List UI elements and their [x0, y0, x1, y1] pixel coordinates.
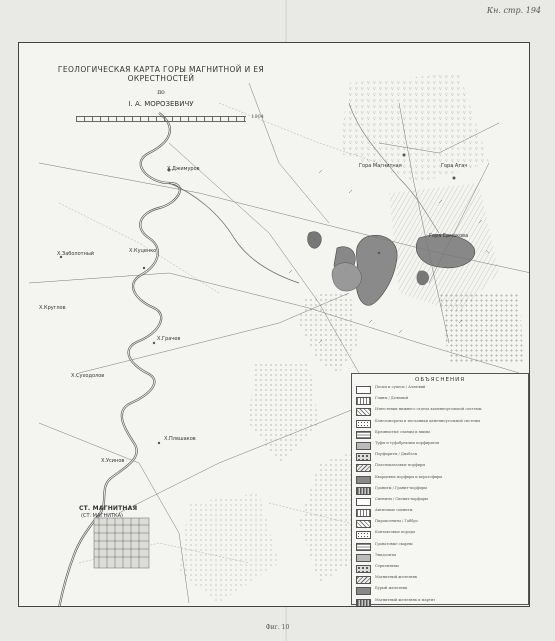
place-stanitsa-alt: (СТ. МАГНИТКА): [81, 513, 123, 519]
legend-item: [356, 452, 524, 463]
place-atach: Гора Атач: [441, 163, 468, 169]
legend-swatch: [356, 420, 371, 428]
legend-swatch: [356, 476, 371, 484]
legend-item: [356, 497, 524, 508]
legend-item: [356, 385, 524, 396]
legend-label: Кварцевые порфиры и кератофиры: [375, 474, 443, 479]
legend-item: [356, 542, 524, 553]
stipple-area-south: [179, 493, 279, 603]
legend-swatch: [356, 487, 371, 495]
stanitsa-grid: [94, 518, 149, 568]
page-reference: Кн. стр. 194: [486, 6, 541, 15]
legend-label: Пироксениты / Габбро: [375, 519, 418, 524]
legend-swatch: [356, 498, 371, 506]
map-legend: [351, 373, 529, 605]
legend-swatch: [356, 554, 371, 562]
legend-label: Магнитный железняк и мартит: [375, 597, 436, 602]
place-kutsenko: Х.Куценко: [129, 248, 157, 254]
place-sukhodolov: Х.Суходолов: [71, 373, 105, 379]
place-zabolotnyi: Х.Заболотный: [57, 251, 95, 257]
legend-item: [356, 396, 524, 407]
ore-body-magnitnaya: [356, 235, 397, 305]
legend-swatch: [356, 509, 371, 517]
legend-label: Граниты / Гранит-порфиры: [375, 485, 428, 490]
legend-label: Кремнистые сланцы и яшмы: [375, 429, 430, 434]
ore-body-small: [308, 232, 322, 249]
legend-label: Серпентины: [375, 564, 399, 568]
legend-swatch: [356, 599, 371, 607]
ore-body-central: [332, 263, 361, 291]
legend-item: [356, 564, 524, 575]
scale-label: 1904: [251, 114, 264, 120]
legend-item: [356, 463, 524, 474]
legend-label: Конгломераты и песчаники каменноугольной системы: [375, 418, 481, 423]
legend-item: [356, 407, 524, 418]
legend-item: [356, 441, 524, 452]
legend-label: Контактовые породы: [375, 530, 416, 535]
map-sheet: [18, 42, 530, 607]
place-pleshakov: Х.Плешаков: [164, 436, 196, 442]
legend-swatch: [356, 565, 371, 573]
legend-title: ОБЪЯСНЕНИЯ: [414, 377, 466, 383]
legend-label: Глины / Делювий: [375, 396, 409, 401]
stipple-area-east: [299, 288, 359, 373]
legend-swatch: [356, 397, 371, 405]
scale-bar: [76, 114, 264, 122]
legend-swatch: [356, 408, 371, 416]
legend-swatch: [356, 576, 371, 584]
legend-label: Гранатовые скарны: [375, 541, 413, 546]
river-tributary: [169, 183, 299, 283]
legend-item: [356, 475, 524, 486]
map-title-by: по: [157, 89, 165, 96]
stipple-area-southeast: [299, 453, 351, 583]
place-stanitsa: СТ. МАГНИТНАЯ: [79, 505, 138, 512]
legend-label: Авгитовые сиениты: [375, 508, 413, 513]
place-kruglov: Х.Круглов: [39, 305, 66, 311]
legend-label: Туфы и туфобрекчии порфиритов: [375, 440, 440, 445]
legend-swatch: [356, 520, 371, 528]
legend-label: Плагиоклазовые порфиры: [375, 463, 426, 468]
map-title-block: [41, 65, 281, 122]
legend-swatch: [356, 442, 371, 450]
figure-footer: Фиг. 10: [265, 624, 290, 631]
place-ermakov: Гора Ермакова: [429, 233, 469, 239]
legend-label: Бурый железняк: [375, 586, 408, 591]
map-title: ГЕОЛОГИЧЕСКАЯ КАРТА ГОРЫ МАГНИТНОЙ И ЕЯ ОКРЕСТНОСТЕЙ: [57, 65, 265, 83]
map-author: I. А. МОРОЗЕВИЧУ: [128, 100, 194, 108]
legend-item: [356, 553, 524, 564]
legend-label: Магнитный железняк: [375, 575, 417, 580]
legend-label: Пески и супеси / Аллювий: [375, 385, 426, 389]
place-grachev: Х.Грачев: [157, 336, 181, 342]
legend-item: [356, 598, 524, 607]
legend-item: [356, 530, 524, 541]
place-mountain: Гора Магнитная: [359, 163, 402, 169]
legend-item: [356, 486, 524, 497]
legend-swatch: [356, 531, 371, 539]
legend-item: [356, 419, 524, 430]
legend-swatch: [356, 386, 371, 394]
legend-item: [356, 430, 524, 441]
stipple-area-center: [249, 363, 319, 463]
legend-item: [356, 508, 524, 519]
legend-item: [356, 575, 524, 586]
cross-area: [439, 293, 524, 363]
legend-label: Известняки нижнего отдела каменноугольной системы: [375, 407, 482, 412]
legend-rows: [352, 385, 528, 607]
legend-swatch: [356, 587, 371, 595]
legend-label: Порфириты / Диабазы: [375, 452, 418, 457]
legend-item: [356, 519, 524, 530]
legend-label: Сиениты / Сиенит-порфиры: [375, 496, 428, 501]
legend-item: [356, 586, 524, 597]
place-usinov: Х.Усинов: [101, 458, 125, 464]
legend-label: Эпидозиты: [375, 552, 397, 557]
legend-swatch: [356, 543, 371, 551]
legend-swatch: [356, 431, 371, 439]
legend-swatch: [356, 464, 371, 472]
legend-swatch: [356, 453, 371, 461]
place-dzhimurov: Х.Джимуров: [167, 166, 200, 172]
